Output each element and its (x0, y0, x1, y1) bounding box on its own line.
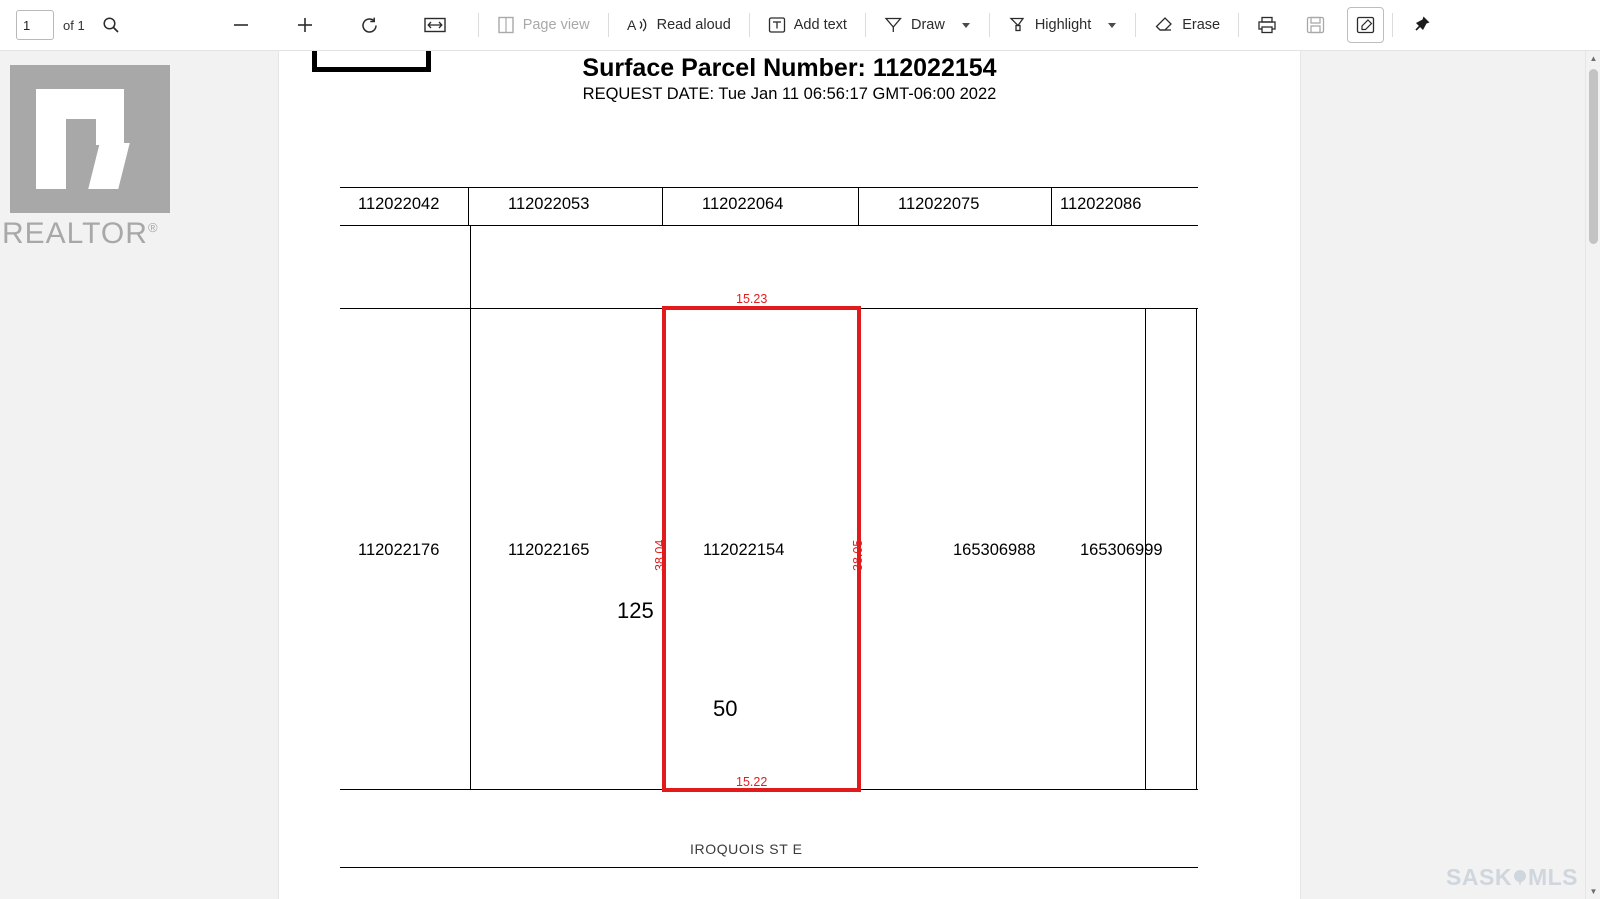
registered-mark-icon: ® (147, 220, 159, 235)
map-vline-b (662, 187, 663, 225)
read-aloud-button[interactable] (619, 7, 739, 43)
dimension-left: 38.04 (653, 539, 667, 571)
page-number-input[interactable] (16, 10, 54, 40)
svg-text:A: A (626, 17, 636, 33)
highlight-label: Highlight (1034, 17, 1092, 33)
map-vline-i (1196, 308, 1197, 789)
plus-icon (295, 15, 315, 35)
toolbar-separator-4 (865, 13, 866, 37)
highlight-options-button[interactable] (1099, 7, 1125, 43)
sask-mls-text: SASK (1446, 864, 1512, 890)
print-icon (1257, 16, 1277, 34)
map-vline-e (470, 308, 471, 789)
top-parcel-label-0: 112022042 (358, 195, 440, 213)
draw-icon (884, 16, 903, 34)
sask-mls-suffix: MLS (1527, 864, 1578, 890)
add-text-button[interactable] (760, 7, 855, 43)
page-title: Surface Parcel Number: 112022154 (582, 54, 997, 82)
fit-to-width-button[interactable] (416, 7, 454, 43)
pdf-toolbar (0, 0, 1600, 51)
zoom-out-button[interactable] (223, 7, 259, 43)
save-as-button[interactable] (1347, 7, 1384, 43)
draw-button[interactable] (876, 7, 953, 43)
add-text-label: Add text (793, 17, 847, 33)
page-view-label: Page view (522, 17, 590, 33)
parcel-label-112022165: 112022165 (508, 541, 590, 559)
toolbar-separator-8 (1392, 13, 1393, 37)
scale-bar (312, 51, 431, 72)
dimension-top: 15.23 (736, 292, 768, 306)
toolbar-separator-3 (749, 13, 750, 37)
parcel-label-112022176: 112022176 (358, 541, 440, 559)
map-vline-c (858, 187, 859, 225)
vertical-scrollbar[interactable] (1585, 51, 1600, 899)
dimension-bottom: 15.22 (736, 775, 768, 789)
rotate-button[interactable] (351, 7, 388, 43)
toolbar-separator-6 (1135, 13, 1136, 37)
parcel-map (340, 136, 1200, 871)
top-parcel-label-2: 112022064 (702, 195, 784, 213)
realtor-wordmark (2, 217, 159, 251)
top-parcel-label-1: 112022053 (508, 195, 590, 213)
page-count-label: of 1 (63, 17, 85, 33)
zoom-in-button[interactable] (287, 7, 323, 43)
map-vline-a (468, 187, 469, 225)
draw-options-button[interactable] (953, 7, 979, 43)
save-icon (1306, 16, 1325, 34)
page-view-icon (497, 16, 515, 34)
highlight-icon (1008, 16, 1027, 34)
add-text-icon (768, 16, 786, 34)
annotation-depth: 125 (617, 598, 654, 623)
rotate-icon (359, 15, 380, 36)
top-parcel-label-4: 112022086 (1060, 195, 1142, 213)
chevron-down-icon-2 (1108, 23, 1116, 28)
search-icon (102, 16, 120, 34)
pdf-viewer[interactable] (0, 51, 1600, 899)
realtor-watermark (0, 51, 190, 266)
map-vline-j (470, 225, 471, 308)
top-parcel-label-3: 112022075 (898, 195, 980, 213)
highlight-button[interactable] (1000, 7, 1099, 43)
chevron-down-icon (962, 23, 970, 28)
toolbar-separator (478, 13, 479, 37)
page-number-value: 1 (23, 17, 31, 33)
map-pin-icon (1513, 869, 1527, 887)
page-view-button[interactable] (489, 7, 598, 43)
read-aloud-label: Read aloud (656, 17, 731, 33)
realtor-logo-icon (10, 65, 170, 213)
toolbar-separator-2 (608, 13, 609, 37)
eraser-icon (1154, 16, 1174, 34)
print-button[interactable] (1249, 7, 1285, 43)
draw-label: Draw (910, 17, 945, 33)
erase-button[interactable] (1146, 7, 1228, 43)
toolbar-separator-5 (989, 13, 990, 37)
scroll-up-arrow-icon[interactable]: ▲ (1589, 54, 1598, 63)
pin-button[interactable] (1403, 7, 1439, 43)
parcel-label-165306999: 165306999 (1080, 541, 1163, 559)
map-row2-line (340, 225, 1198, 226)
read-aloud-icon (627, 16, 649, 34)
pin-icon (1411, 15, 1431, 35)
search-button[interactable] (93, 7, 129, 43)
street-label: IROQUOIS ST E (690, 841, 803, 857)
toolbar-separator-7 (1238, 13, 1239, 37)
map-vline-d (1051, 187, 1052, 225)
annotation-width: 50 (713, 696, 738, 721)
dimension-right: 38.05 (851, 539, 865, 571)
map-bottom-line (340, 867, 1198, 868)
pdf-page (279, 51, 1300, 899)
fit-to-width-icon (424, 16, 446, 34)
save-button[interactable] (1297, 7, 1333, 43)
scrollbar-thumb[interactable] (1589, 69, 1598, 244)
sask-mls-watermark (1446, 864, 1578, 891)
erase-label: Erase (1182, 17, 1221, 33)
parcel-label-112022154: 112022154 (703, 541, 785, 559)
realtor-text: REALTOR (2, 217, 148, 250)
request-date: REQUEST DATE: Tue Jan 11 06:56:17 GMT-06:00 2022 (582, 85, 997, 103)
minus-icon (231, 15, 251, 35)
parcel-label-165306988: 165306988 (953, 541, 1036, 559)
save-as-icon (1356, 16, 1375, 34)
scroll-down-arrow-icon[interactable]: ▼ (1589, 887, 1598, 896)
